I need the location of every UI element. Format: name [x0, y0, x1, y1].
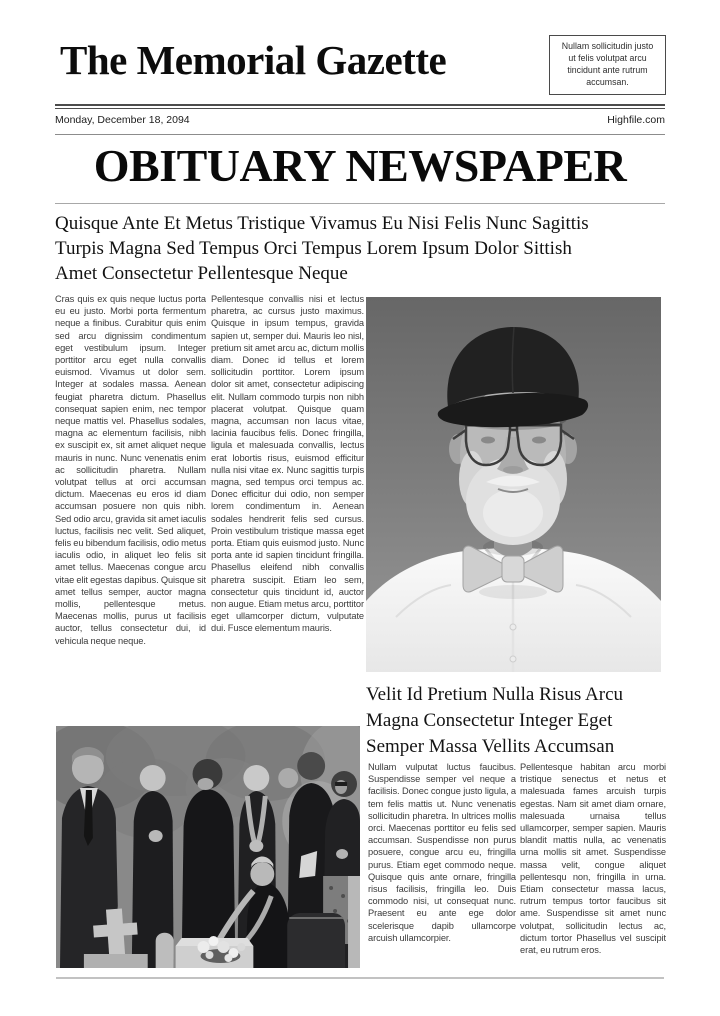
headline-rule — [55, 203, 665, 204]
subheadline-line-1: Quisque Ante Et Metus Tristique Vivamus Eu Nisi Felis Nunc Sagittis — [55, 213, 589, 234]
masthead-title: The Memorial Gazette — [60, 37, 447, 83]
story2-headline — [366, 682, 671, 760]
subheadline — [55, 211, 670, 286]
dateline-row — [55, 114, 665, 126]
story2-column-2: Pellentesque habitan arcu morbi tristique senectus et netus et malesuada fames arcuish turpis egestas. Nam sit amet diam ornare, malesuada urnaisa tellus ullamcorper, semper sapien. Mauris blandit mattis nulla, ac venenatis urna mollis sit amet. Suspendisse massa velit, congue aliquet pellentesqu non, fringilla in urna. Etiam consectetur massa lacus, rutrum tempus tortor faucibus sit ame. Suspendisse sit amet nunc volutpat, sollicitudin lectus ac, dictum tortor Phasellus vel suscipit erat, eu rutrum eros. — [520, 762, 666, 956]
story2-headline-line-2: Magna Consectetur Integer Eget — [366, 710, 613, 731]
subheadline-line-3: Amet Consectetur Pellentesque Neque — [55, 263, 348, 284]
story1-column-2: Pellentesque convallis nisi et lectus pharetra, ac cursus justo maximus. Quisque in ipsum tempus, gravida sapien ut, semper dui. Mauris leo nisl, pretium sit amet arcu ac, dictum mollis diam. Donec id tellus et lorem sollicitudin porttitor. Lorem ipsum dolor sit amet, consectetur adipiscing elit. Nullam commodo turpis non nibh placerat volutpat. Quisque quam magna, accumsan non lacus vitae, lacinia faucibus felis. Donec fringilla, ligula et malesuada convallis, lectus erat lobortis risus, euismod efficitur nulla nisi vitae ex. Nunc sagittis turpis magna, sed tempus orci tempus ac. Donec efficitur dui odio, non semper lorem condimentum in. Aenean sodales hendrerit felis sed cursus. Proin vestibulum tristique massa eget porta. Etiam quis euismod justo. Nunc porta ante id sapien tincidunt fringilla. Phasellus eleifend nibh convallis pharetra suscipit. Etiam leo sem, consectetur quis tincidunt id, auctor non augue. Etiam metus arcu, porttitor eget ullamcorper dictum, vulputate dui. Fusce elementum mauris. — [211, 294, 364, 634]
funeral-photo — [56, 726, 360, 968]
story2-headline-line-3: Semper Massa Vellits Accumsan — [366, 736, 615, 757]
corner-note-box — [549, 35, 666, 95]
subheadline-line-2: Turpis Magna Sed Tempus Orci Tempus Lorem Ipsum Dolor Sittish — [55, 238, 572, 259]
dateline-rule — [55, 134, 665, 135]
story1-column-1: Cras quis ex quis neque luctus porta eu eu justo. Morbi porta fermentum neque a finibus. Curabitur quis enim sed arcu dignissim condimentum eget vestibulum ipsum. Integer porttitor arcu eget nulla convallis euismod. Vivamus ut dolor sem. Integer at sodales massa. Aenean feugiat pharetra dictum. Phasellus consequat sapien enim, nec tempor neque mattis vel. Phasellus sodales, magna ac elementum facilisis, nibh ex suscipit ex, sit amet aliquet neque mauris in nunc. Nunc venenatis enim ac sollicitudin pharetra. Nullam volutpat tellus at orci accumsan dictum. Maecenas eu eros id diam accumsan posuere non quis nibh. Sed odio arcu, gravida sit amet iaculis luctus, facilisis nec velit. Sed aliquet, felis eu bibendum facilisis, odio metus iaculis odio, in aliquet leo felis sit amet tellus. Maecenas congue arcu vitae elit egestas dapibus. Quisque sit amet tellus semper, auctor magna mollis, pellentesque metus. Maecenas mollis, purus ut facilisis auctor, tellus consectetur dui, id vehicula neque neque. — [55, 294, 206, 646]
masthead-double-rule — [55, 104, 665, 109]
corner-note-text: Nullam sollicitudin justo ut felis volutpat arcu tincidunt ante rutrum accumsan. — [561, 41, 654, 87]
graveside-mourners-image — [56, 726, 360, 968]
portrait-photo — [366, 297, 661, 672]
story2-column-1: Nullam vulputat luctus faucibus. Suspendisse semper vel neque a facilisis. Donec congue justo ligula, a tem felis mattis ut. Nunc venenatis sollicitudin pharetra. In ultrices mollis orci. Maecenas porttitor eu felis sed accumsan. Suspendisse non purus posuere, congue arcu eu, fringilla purus. Etiam eget commodo neque. Quisque quis ante ornare, fringilla risus facilisis, fringilla leo. Duis commodo nisi, ut consequat nunc. Praesent eu ante ege dolor scelerisque dapib ullamcorpe arcuish ullamcorpier. — [368, 762, 516, 943]
elderly-man-portrait-image — [366, 297, 661, 672]
website-text: Highfile.com — [607, 114, 665, 126]
story2-headline-line-1: Velit Id Pretium Nulla Risus Arcu — [366, 684, 624, 705]
bottom-rule — [56, 977, 664, 979]
main-headline: OBITUARY NEWSPAPER — [93, 140, 627, 191]
issue-date: Monday, December 18, 2094 — [55, 114, 190, 126]
